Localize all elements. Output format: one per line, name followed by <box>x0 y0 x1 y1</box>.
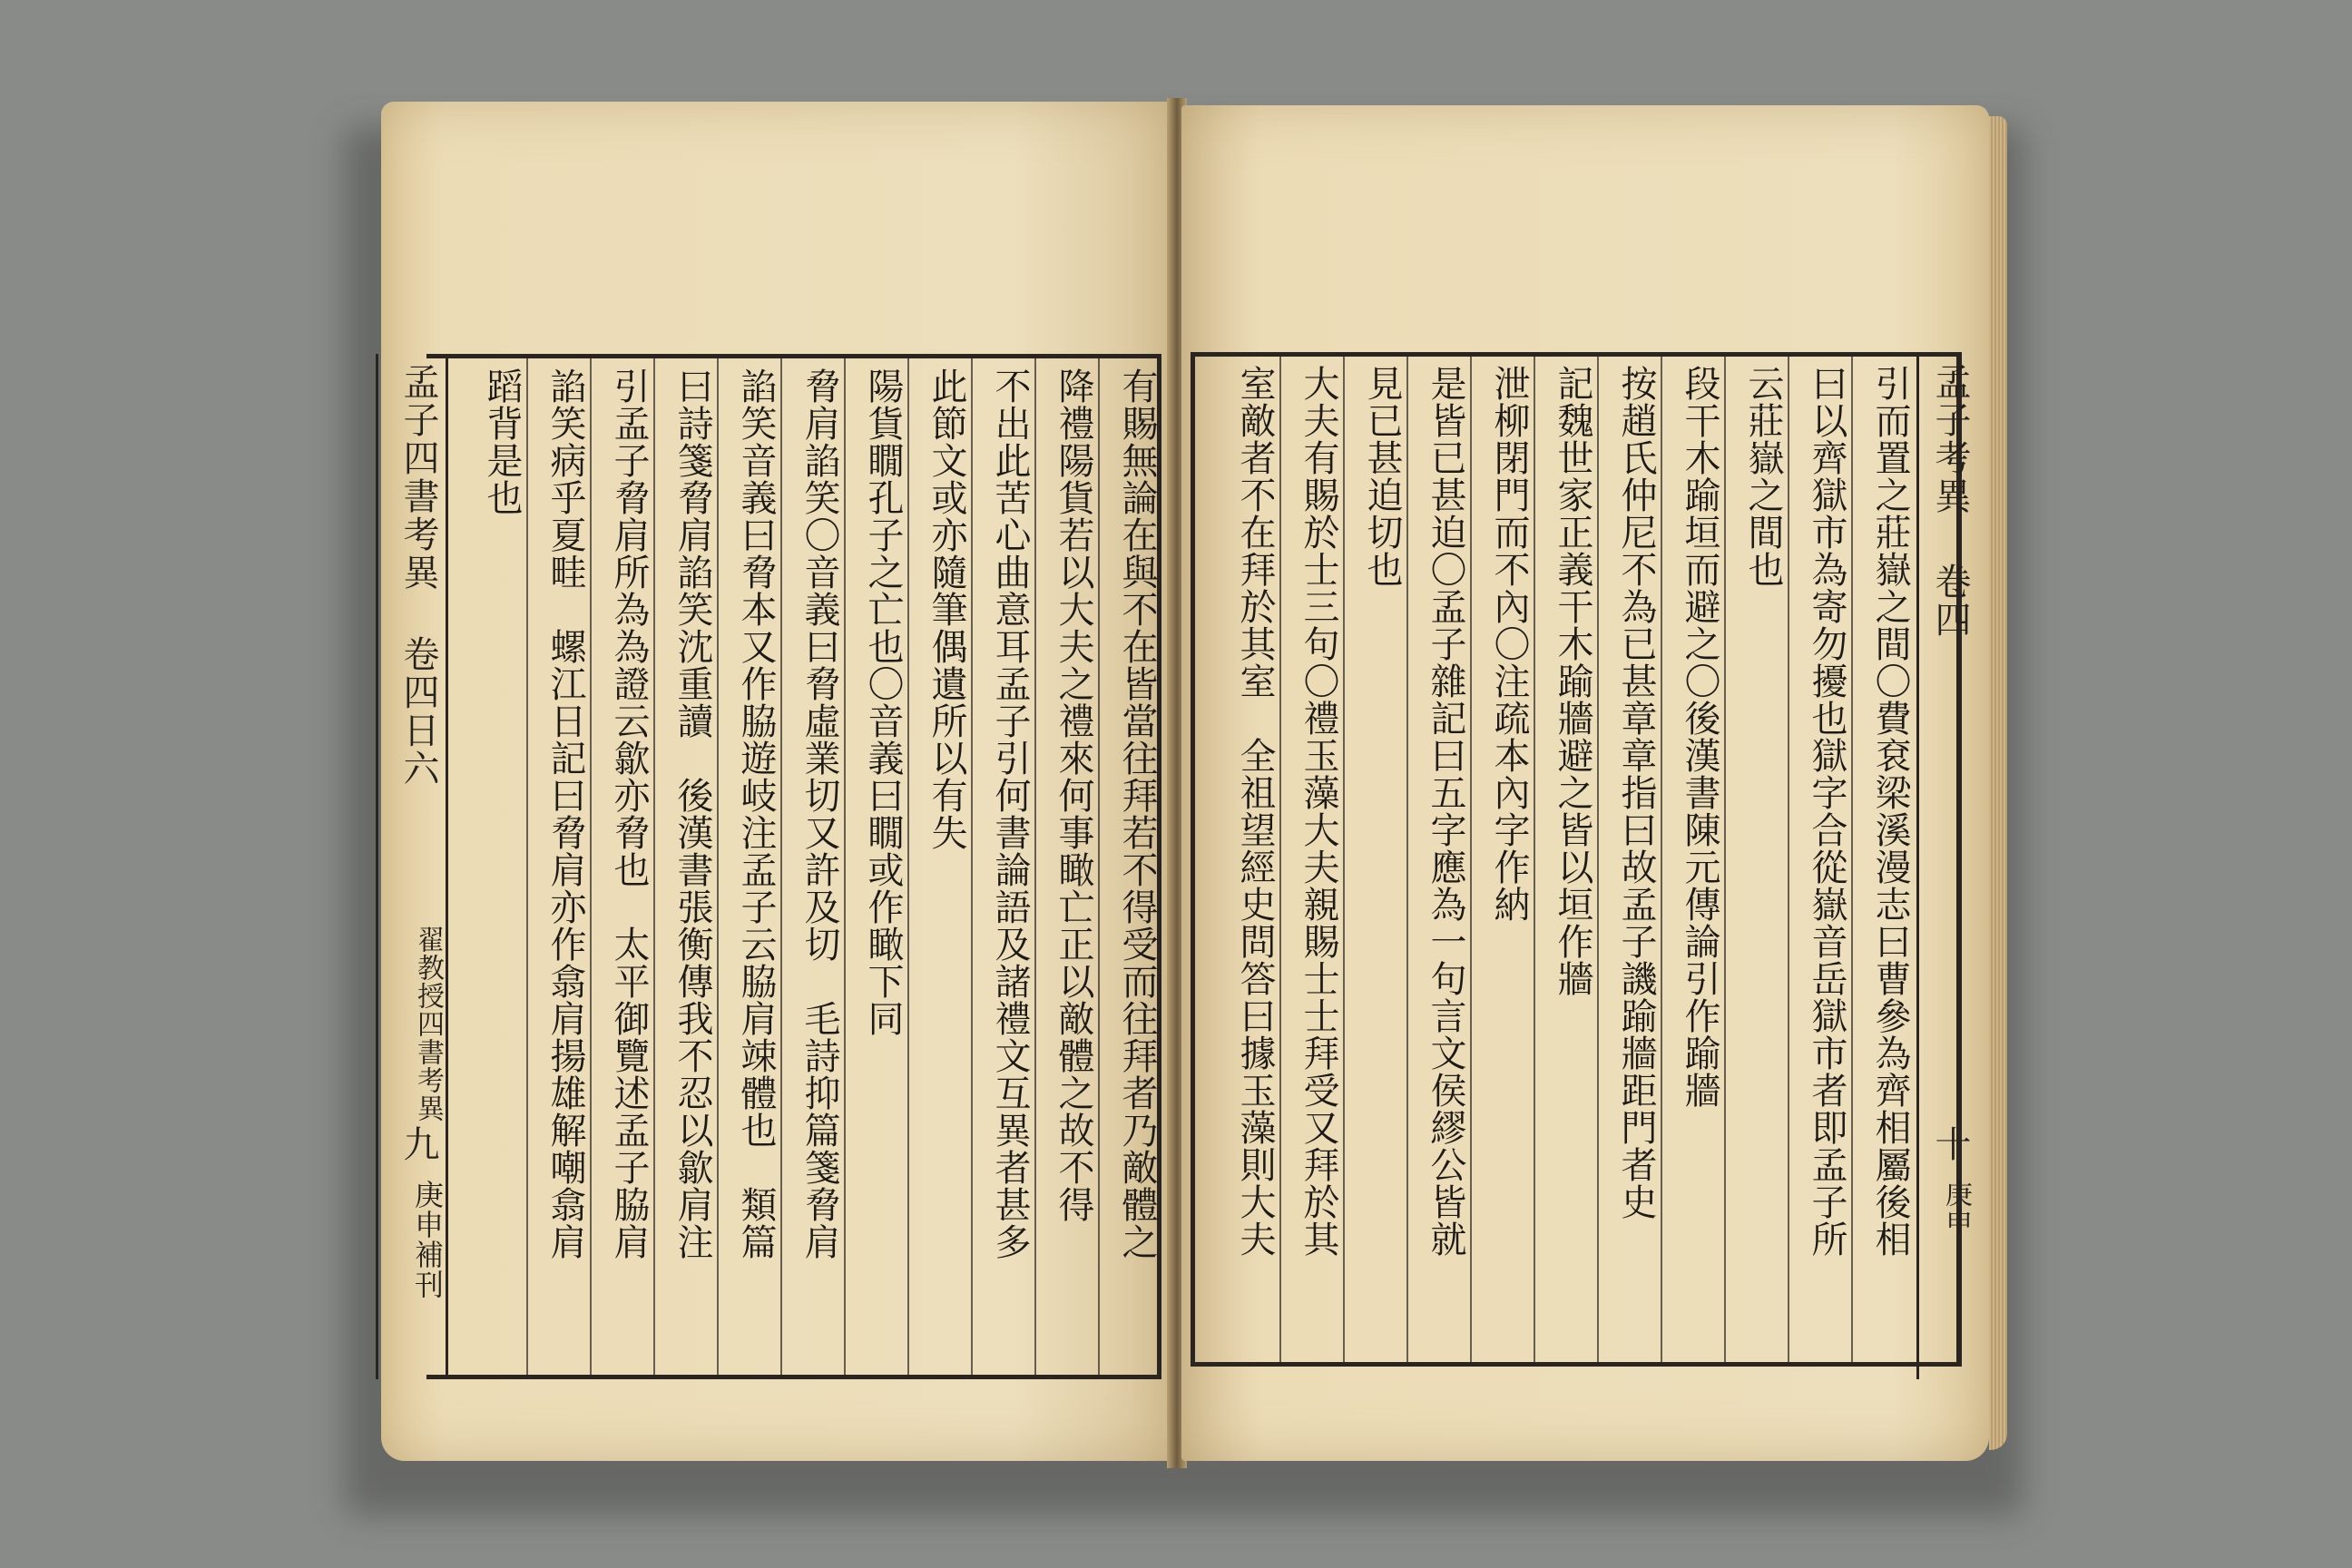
right-text-column-3: 云莊嶽之間也 <box>1742 365 1784 588</box>
right-text-column-9: 見已甚迫切也 <box>1361 365 1403 588</box>
right-text-column-10: 大夫有賜於士三句〇禮玉藻大夫親賜士士拜受又拜於其 <box>1298 365 1339 1258</box>
left-text-column-5: 陽貨瞯孔子之亡也〇音義曰瞯或作瞰下同 <box>862 368 904 1037</box>
left-text-column-1: 有賜無論在與不在皆當往拜若不得受而往拜者乃敵體之 <box>1116 368 1158 1260</box>
right-text-column-6: 記魏世家正義干木踰牆避之皆以垣作牆 <box>1552 365 1593 997</box>
right-text-column-7: 泄柳閉門而不內〇注疏本內字作納 <box>1488 365 1530 923</box>
left-text-column-8: 曰詩箋脅肩諂笑沈重讀 後漢書張衡傳我不忍以歙肩注 <box>671 368 713 1260</box>
right-text-column-11: 室敵者不在拜於其室 全祖望經史問答曰據玉藻則大夫 <box>1234 365 1276 1258</box>
right-text-column-1: 引而置之莊嶽之間〇費袞梁溪漫志曰曹參為齊相屬後相 <box>1869 365 1911 1258</box>
left-margin-title: 孟子四書考異 <box>397 363 439 592</box>
right-margin-title: 孟子考異 <box>1929 363 1971 515</box>
left-text-column-9: 引孟子脅肩所為為證云歙亦脅也 太平御覽述孟子脇肩 <box>608 368 650 1260</box>
left-margin-folio: 九 <box>397 1125 439 1163</box>
right-text-column-2: 曰以齊獄市為寄勿擾也獄字合從嶽音岳獄市者即孟子所 <box>1806 365 1847 1258</box>
page-stack-edge <box>1989 116 2007 1450</box>
right-margin-volume: 卷四 <box>1929 563 1971 639</box>
left-margin-volume: 卷四日六 <box>397 635 439 788</box>
left-text-column-7: 諂笑音義曰脅本又作脇遊岐注孟子云脇肩竦體也 類篇 <box>735 368 777 1260</box>
left-text-column-4: 此節文或亦隨筆偶遺所以有失 <box>926 368 967 851</box>
left-text-column-2: 降禮陽貨若以大夫之禮來何事瞰亡正以敵體之故不得 <box>1053 368 1094 1223</box>
left-text-column-6: 脅肩諂笑〇音義曰脅虛業切又許及切 毛詩抑篇箋脅肩 <box>799 368 840 1260</box>
right-margin-edition: 庚申 <box>1940 1180 1972 1236</box>
left-text-column-3: 不出此苦心曲意耳孟子引何書論語及諸禮文互異者甚多 <box>989 368 1031 1260</box>
left-margin-edition: 庚申補刊 <box>410 1180 445 1299</box>
right-margin-folio: 十 <box>1929 1125 1971 1163</box>
left-margin-author: 翟教授四書考異 <box>412 926 444 1122</box>
left-text-column-10: 諂笑病乎夏畦 螺江日記曰脅肩亦作翕肩揚雄解嘲翕肩 <box>544 368 586 1260</box>
left-text-column-11: 蹈背是也 <box>481 368 523 516</box>
right-text-column-8: 是皆已甚迫〇孟子雜記曰五字應為一句言文侯繆公皆就 <box>1425 365 1466 1258</box>
right-text-column-4: 段干木踰垣而避之〇後漢書陳元傳論引作踰牆 <box>1679 365 1720 1109</box>
right-text-column-5: 按趙氏仲尼不為已甚章章指曰故孟子譏踰牆距門者史 <box>1615 365 1657 1220</box>
